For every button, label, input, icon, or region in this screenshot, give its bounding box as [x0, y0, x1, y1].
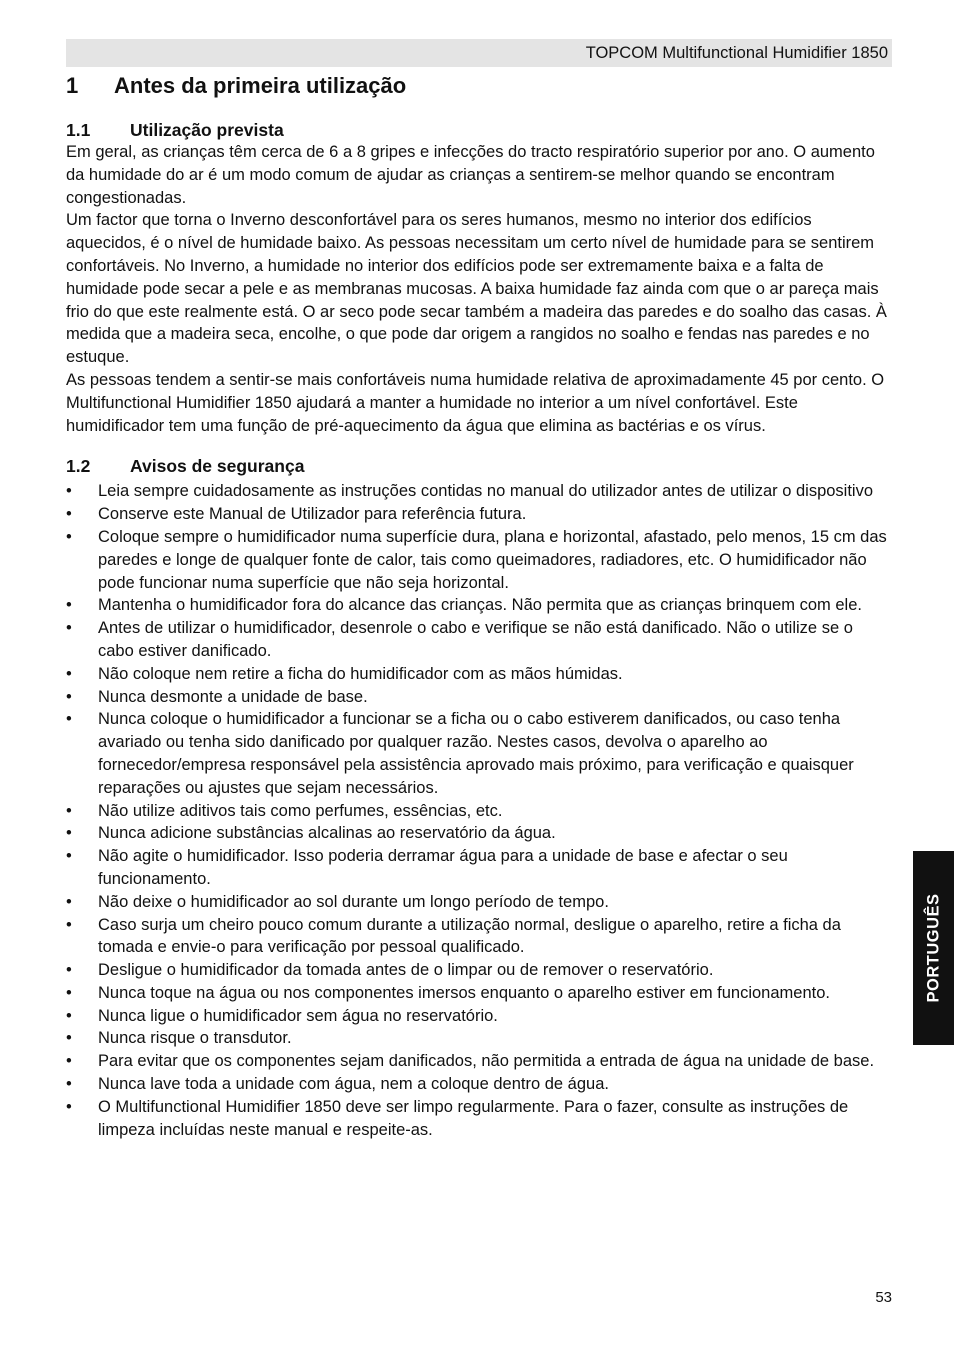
bullet-marker: •	[66, 710, 72, 729]
page-header	[66, 39, 892, 67]
list-item-text: O Multifunctional Humidifier 1850 deve ser limpo regularmente. Para o fazer, consulte as instruções de limpeza incluídas neste manual e respeite-as.	[98, 1097, 849, 1139]
list-item-text: Não agite o humidificador. Isso poderia derramar água para a unidade de base e afectar o seu funcionamento.	[98, 847, 788, 888]
bullet-marker: •	[66, 892, 72, 911]
list-item	[66, 1096, 892, 1142]
list-item	[66, 503, 892, 526]
bullet-marker: •	[66, 1097, 72, 1116]
list-item	[66, 822, 892, 845]
language-tab	[913, 851, 954, 1045]
list-item	[66, 686, 892, 709]
bullet-marker: •	[66, 619, 72, 638]
subsection-title: Avisos de segurança	[130, 456, 305, 477]
bullet-marker: •	[66, 1006, 72, 1025]
list-item-text: Nunca adicione substâncias alcalinas ao reservatório da água.	[98, 824, 556, 843]
list-item-text: Nunca lave toda a unidade com água, nem a coloque dentro de água.	[98, 1075, 609, 1094]
bullet-marker: •	[66, 664, 72, 683]
list-item-text: Nunca coloque o humidificador a funcionar se a ficha ou o cabo estiverem danificados, ou caso tenha avariado ou tenha sido danificado por qualquer razão. Nestes casos, devolva o aparelho ao fornecedor/empresa responsável pela assistência aprovado mais próximo, para verificação e quaisquer reparações ou ajustes que sejam necessários.	[98, 710, 854, 797]
header-title: TOPCOM Multifunctional Humidifier 1850	[585, 44, 888, 62]
list-item-text: Conserve este Manual de Utilizador para referência futura.	[98, 505, 527, 524]
bullet-marker: •	[66, 961, 72, 980]
page-content	[66, 72, 892, 1141]
subsection-number: 1.1	[66, 120, 91, 140]
list-item-text: Antes de utilizar o humidificador, desenrole o cabo e verifique se não está danificado. Não o utilize se o cabo estiver danificado.	[98, 619, 853, 660]
list-item	[66, 982, 892, 1005]
list-item-text: Desligue o humidificador da tomada antes de o limpar ou de remover o reservatório.	[98, 961, 714, 980]
bullet-marker: •	[66, 482, 72, 501]
bullet-marker: •	[66, 1075, 72, 1094]
list-item-text: Nunca risque o transdutor.	[98, 1029, 292, 1048]
list-item-text: Não coloque nem retire a ficha do humidificador com as mãos húmidas.	[98, 664, 623, 683]
bullet-marker: •	[66, 847, 72, 866]
subsection-heading-1-2	[66, 455, 892, 477]
list-item-text: Nunca toque na água ou nos componentes imersos enquanto o aparelho estiver em funcionamento.	[98, 983, 830, 1002]
bullet-marker: •	[66, 915, 72, 934]
list-item	[66, 526, 892, 594]
section-heading-1	[66, 72, 892, 100]
list-item	[66, 845, 892, 891]
list-item-text: Caso surja um cheiro pouco comum durante a utilização normal, desligue o aparelho, retire a ficha da tomada e envie-o para verificação por pessoal qualificado.	[98, 915, 841, 957]
list-item	[66, 1005, 892, 1028]
list-item-text: Nunca ligue o humidificador sem água no reservatório.	[98, 1006, 498, 1025]
list-item-text: Para evitar que os componentes sejam danificados, não permitida a entrada de água na unidade de base.	[98, 1052, 875, 1071]
list-item	[66, 959, 892, 982]
list-item-text: Leia sempre cuidadosamente as instruções contidas no manual do utilizador antes de utilizar o dispositivo	[98, 482, 874, 501]
list-item-text: Não deixe o humidificador ao sol durante um longo período de tempo.	[98, 892, 609, 911]
bullet-marker: •	[66, 1052, 72, 1071]
bullet-marker: •	[66, 1029, 72, 1048]
list-item	[66, 480, 892, 503]
bullet-marker: •	[66, 527, 72, 546]
section-number: 1	[66, 73, 79, 98]
bullet-marker: •	[66, 505, 72, 524]
bullet-marker: •	[66, 983, 72, 1002]
safety-warnings-list	[66, 480, 892, 1141]
subsection-title: Utilização prevista	[130, 120, 284, 140]
subsection-heading-1-1	[66, 119, 892, 141]
bullet-marker: •	[66, 824, 72, 843]
list-item	[66, 708, 892, 799]
list-item	[66, 1073, 892, 1096]
list-item	[66, 1027, 892, 1050]
list-item	[66, 663, 892, 686]
list-item-text: Não utilize aditivos tais como perfumes, essências, etc.	[98, 801, 503, 820]
list-item	[66, 914, 892, 960]
list-item	[66, 1050, 892, 1073]
paragraph: As pessoas tendem a sentir-se mais confortáveis numa humidade relativa de aproximadamente 45 por cento. O Multifunctional Humidifier 1850 ajudará a manter a humidade no interior a um nível confortável. Este humidificador tem uma função de pré-aquecimento da água que elimina as bactérias e os vírus.	[66, 370, 885, 435]
bullet-marker: •	[66, 596, 72, 615]
list-item-text: Nunca desmonte a unidade de base.	[98, 687, 368, 706]
list-item	[66, 617, 892, 663]
list-item	[66, 800, 892, 823]
paragraph: Em geral, as crianças têm cerca de 6 a 8 gripes e infecções do tracto respiratório superior por ano. O aumento da humidade do ar é um modo comum de ajudar as crianças a sentirem-se melhor quando se encontram congestionadas.	[66, 143, 875, 207]
section-title: Antes da primeira utilização	[114, 73, 407, 98]
list-item	[66, 594, 892, 617]
list-item-text: Coloque sempre o humidificador numa superfície dura, plana e horizontal, afastado, pelo menos, 15 cm das paredes e longe de qualquer fonte de calor, tais como queimadores, radiadores, etc. O humidificador não pode funcionar numa superfície que não seja horizontal.	[98, 527, 887, 592]
bullet-marker: •	[66, 801, 72, 820]
page-number: 53	[875, 1289, 892, 1306]
list-item	[66, 891, 892, 914]
bullet-marker: •	[66, 687, 72, 706]
list-item-text: Mantenha o humidificador fora do alcance das crianças. Não permita que as crianças brinquem com ele.	[98, 596, 862, 615]
subsection-number: 1.2	[66, 456, 91, 477]
language-tab-label: PORTUGUÊS	[924, 893, 942, 1003]
paragraph: Um factor que torna o Inverno desconfortável para os seres humanos, mesmo no interior dos edifícios aquecidos, é o nível de humidade baixo. As pessoas necessitam um certo nível de humidade para se sentirem confortáveis. No Inverno, a humidade no interior dos edifícios pode ser extremamente baixa e a falta de humidade pode secar a pele e as membranas mucosas. A baixa humidade faz ainda com que o ar pareça mais frio do que este realmente está. O ar seco pode secar também a madeira das paredes e do soalho das casas. À medida que a madeira seca, encolhe, o que pode dar origem a rangidos no soalho e fendas nas paredes e no estuque.	[66, 211, 887, 367]
